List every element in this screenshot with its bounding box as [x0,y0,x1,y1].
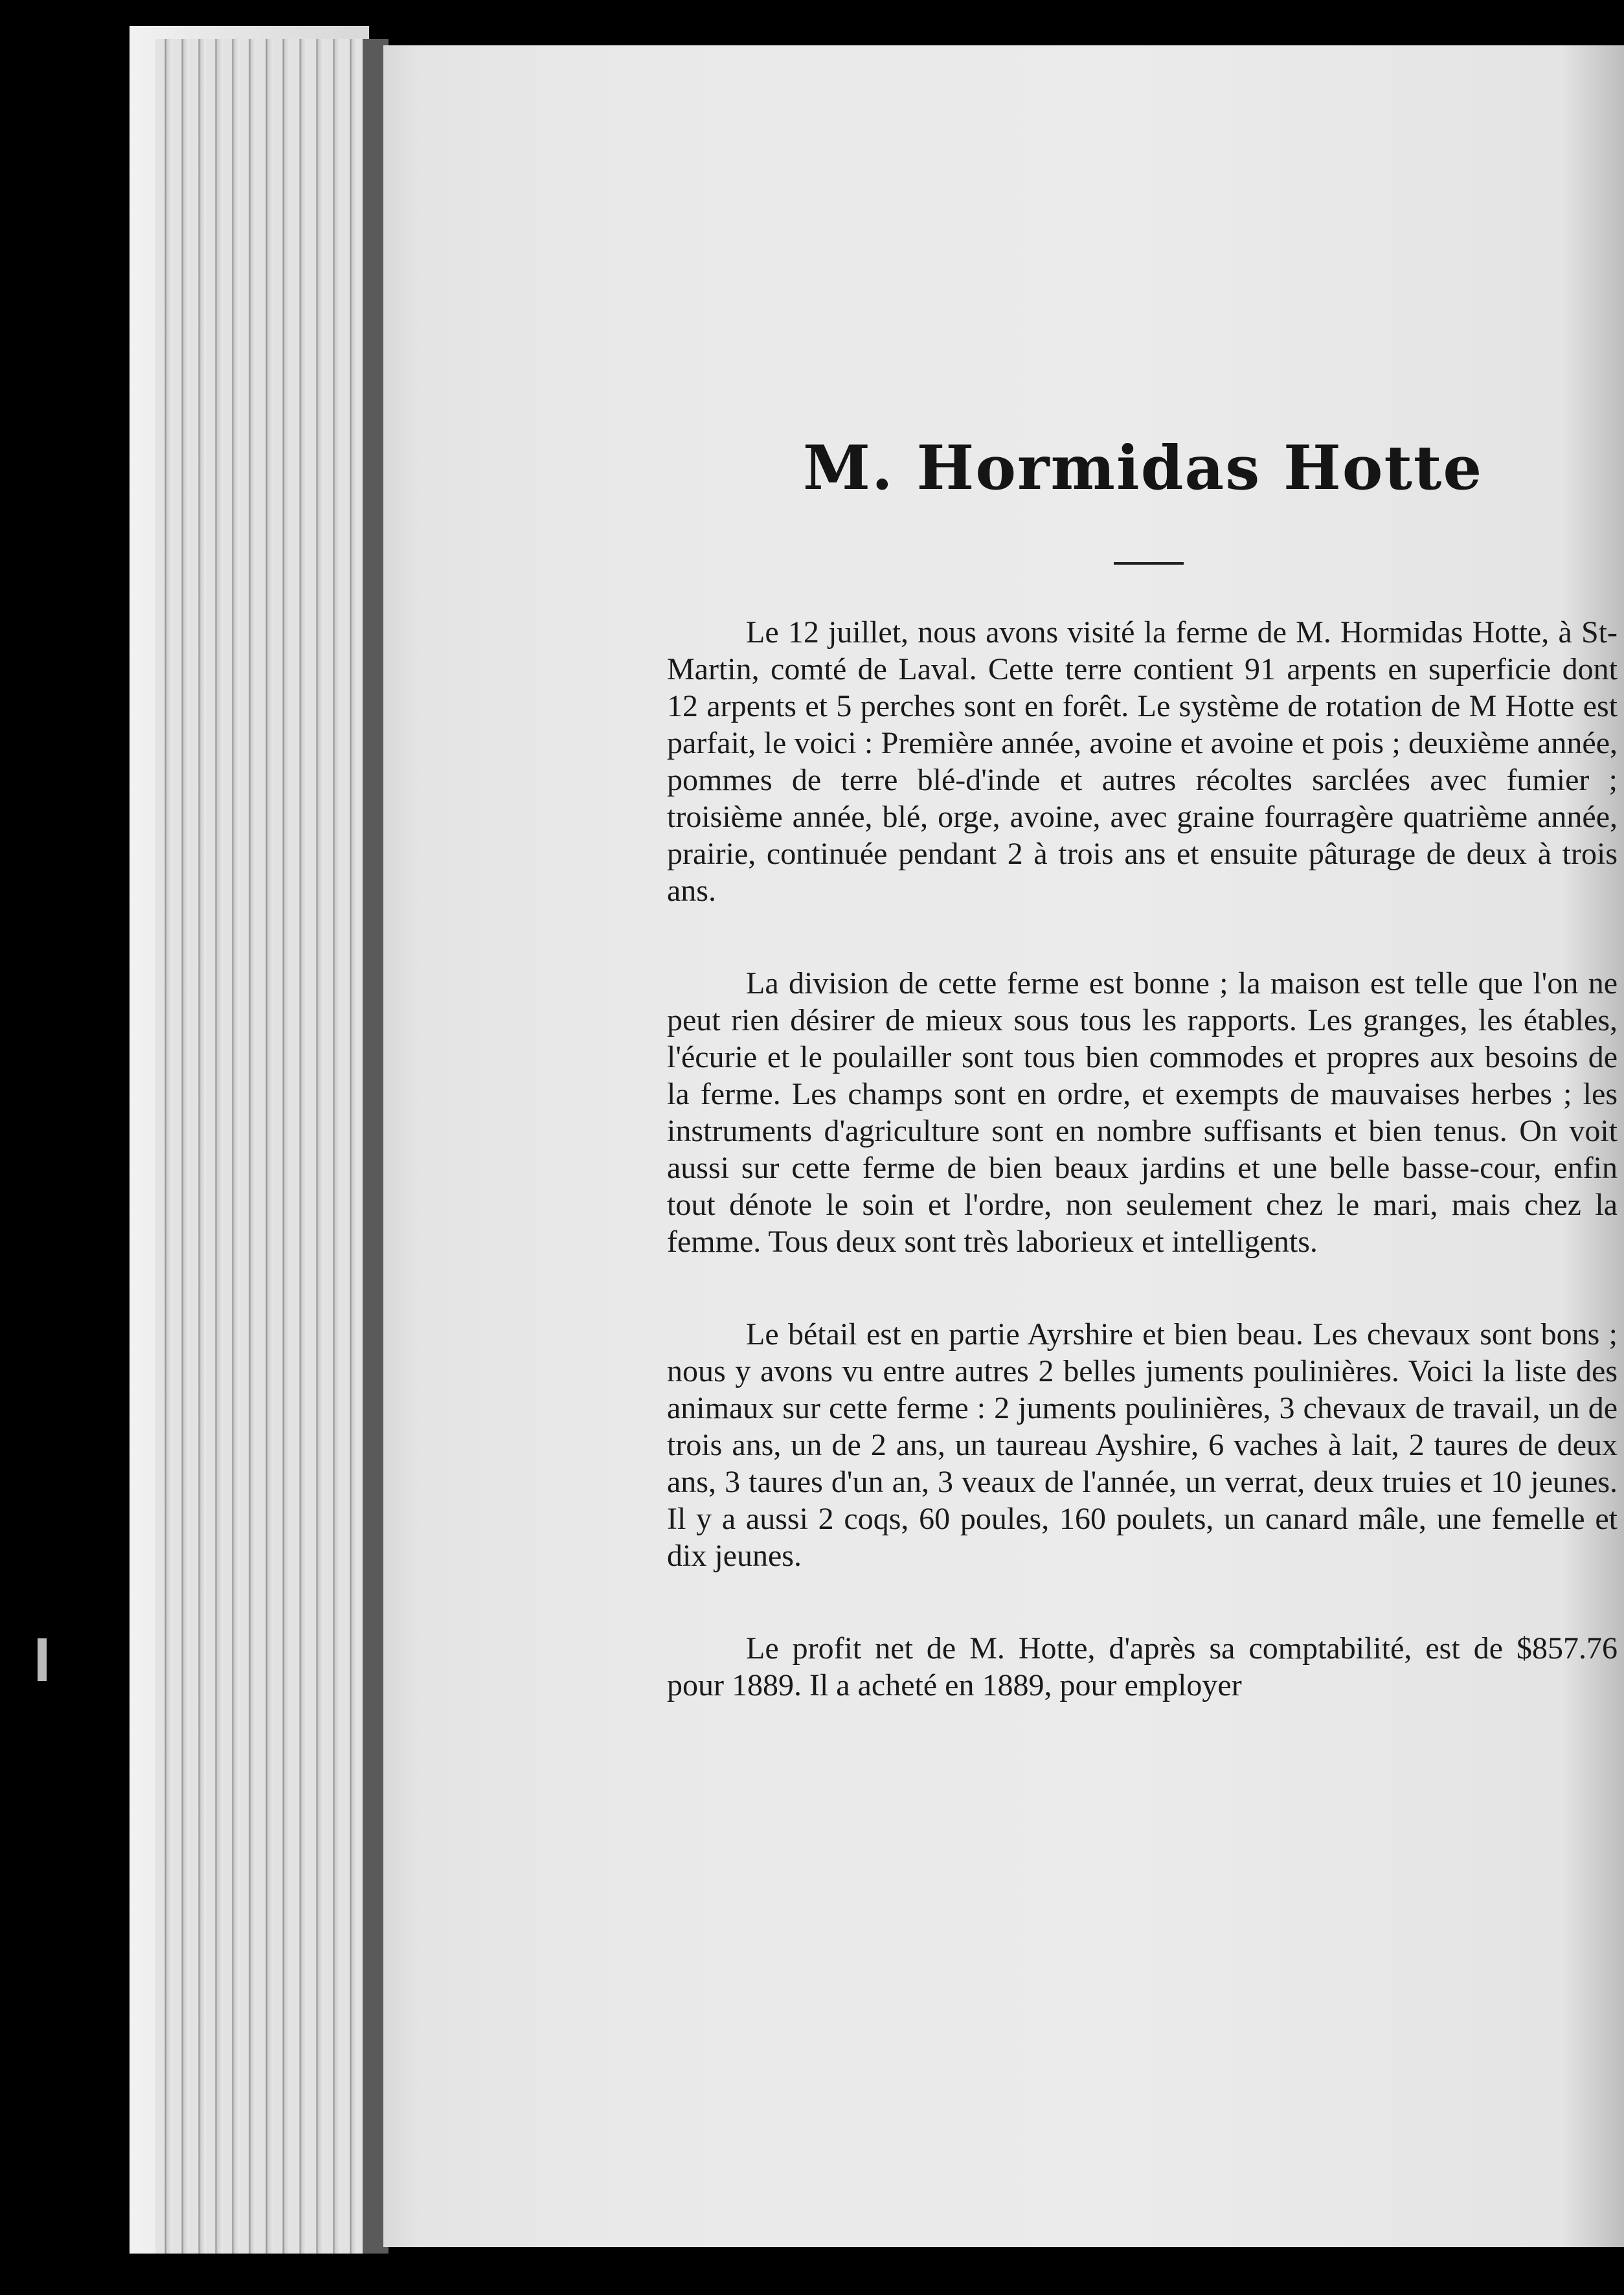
paragraph-division: La division de cette ferme est bonne ; la maison est telle que l'on ne peut rien désirer de mieux sous tous les rapports. Les granges, les étables, l'écurie et le poulailler sont tous bien commodes et propres aux besoins de la ferme. Les champs sont en ordre, et exempts de mauvaises herbes ; les instruments d'agriculture sont en nombre suffisants et bien tenus. On voit aussi sur cette ferme de bien beaux jardins et une belle basse-cour, enfin tout dénote le soin et l'ordre, non seulement chez le mari, mais chez la femme. Tous deux sont très laborieux et intelligents. [667,966,1618,1259]
page-stack-lines [155,39,389,2254]
paragraph-rotation: Le 12 juillet, nous avons visité la ferme de M. Hormidas Hotte, à St-Martin, comté de Laval. Cette terre contient 91 arpents en superficie dont 12 arpents et 5 perches sont en forêt. Le système de rotation de M Hotte est parfait, le voici : Première année, avoine et avoine et pois ; deuxième année, pommes de terre blé-d'inde et autres récoltes sarclées avec fumier ; troisième année, blé, orge, avoine, avec graine fourragère quatrième année, prairie, continuée pendant 2 à trois ans et ensuite pâturage de deux à trois ans. [667,615,1618,908]
paragraph-livestock: Le bétail est en partie Ayrshire et bien beau. Les chevaux sont bons ; nous y avons vu entre autres 2 belles juments poulinières. Voici la liste des animaux sur cette ferme : 2 juments poulinières, 3 chevaux de travail, un de trois ans, un de 2 ans, un taureau Ayshire, 6 vaches à lait, 2 taures de deux ans, 3 taures d'un an, 3 veaux de l'année, un verrat, deux truies et 10 jeunes. Il y a aussi 2 coqs, 60 poules, 160 poulets, un canard mâle, une femelle et dix jeunes. [667,1317,1618,1573]
article-body [667,614,1618,1759]
paragraph-profit: Le profit net de M. Hotte, d'après sa comptabilité, est de $857.76 pour 1889. Il a acheté en 1889, pour employer [667,1631,1618,1702]
margin-mark [38,1638,47,1681]
page-title: M. Hormidas Hotte [803,433,1483,504]
title-divider [1114,562,1184,565]
